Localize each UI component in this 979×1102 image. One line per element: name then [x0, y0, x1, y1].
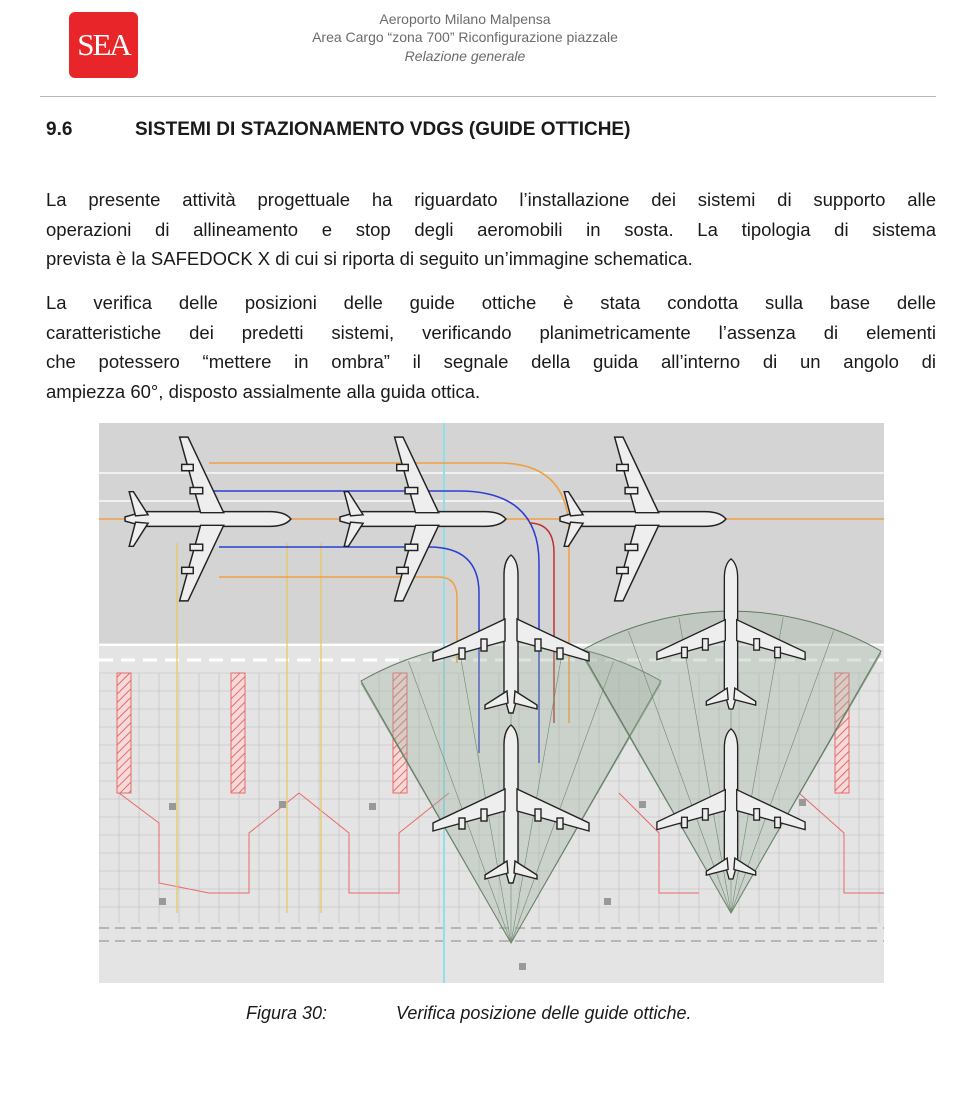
paragraph-line: ampiezza 60°, disposto assialmente alla guida ottica.	[46, 380, 481, 402]
paragraph-2	[46, 288, 936, 406]
figure-caption-text: Verifica posizione delle guide ottiche.	[396, 1003, 692, 1023]
header-divider	[40, 96, 936, 97]
stand-safety-hatch	[117, 673, 131, 793]
apron-drawing-svg	[99, 423, 884, 983]
header-doc-type: Relazione generale	[404, 48, 526, 64]
ground-equipment	[639, 801, 646, 808]
section-number: 9.6	[46, 119, 73, 140]
paragraph-line: caratteristiche dei predetti sistemi, verificando planimetricamente l’assenza di elementi	[46, 321, 936, 343]
ground-equipment	[799, 799, 806, 806]
header-airport: Aeroporto Milano Malpensa	[379, 11, 551, 27]
ground-equipment	[369, 803, 376, 810]
paragraph-line: La presente attività progettuale ha riguardato l’installazione dei sistemi di supporto alle	[46, 189, 936, 210]
ground-equipment	[604, 898, 611, 905]
ground-equipment	[279, 801, 286, 808]
paragraph-line: che potessero “mettere in ombra” il segnale della guida all’interno di un angolo di	[46, 351, 936, 372]
logo-text: SEA	[77, 27, 130, 62]
ground-equipment	[169, 803, 176, 810]
paragraph-1	[46, 185, 936, 274]
header-project: Area Cargo “zona 700” Riconfigurazione piazzale	[312, 29, 618, 45]
apron-drawing	[99, 423, 884, 983]
section-title: SISTEMI DI STAZIONAMENTO VDGS (GUIDE OTTICHE)	[135, 119, 631, 140]
sea-logo	[69, 12, 138, 78]
stand-safety-hatch	[231, 673, 245, 793]
ground-equipment	[519, 963, 526, 970]
paragraph-line: prevista è la SAFEDOCK X di cui si riporta di seguito un’immagine schematica.	[46, 248, 693, 269]
paragraph-line: La verifica delle posizioni delle guide ottiche è stata condotta sulla base delle	[46, 292, 936, 313]
figure-caption-label: Figura 30:	[246, 1003, 328, 1023]
ground-equipment	[159, 898, 166, 905]
paragraph-line: operazioni di allineamento e stop degli aeromobili in sosta. La tipologia di sistema	[46, 218, 936, 240]
